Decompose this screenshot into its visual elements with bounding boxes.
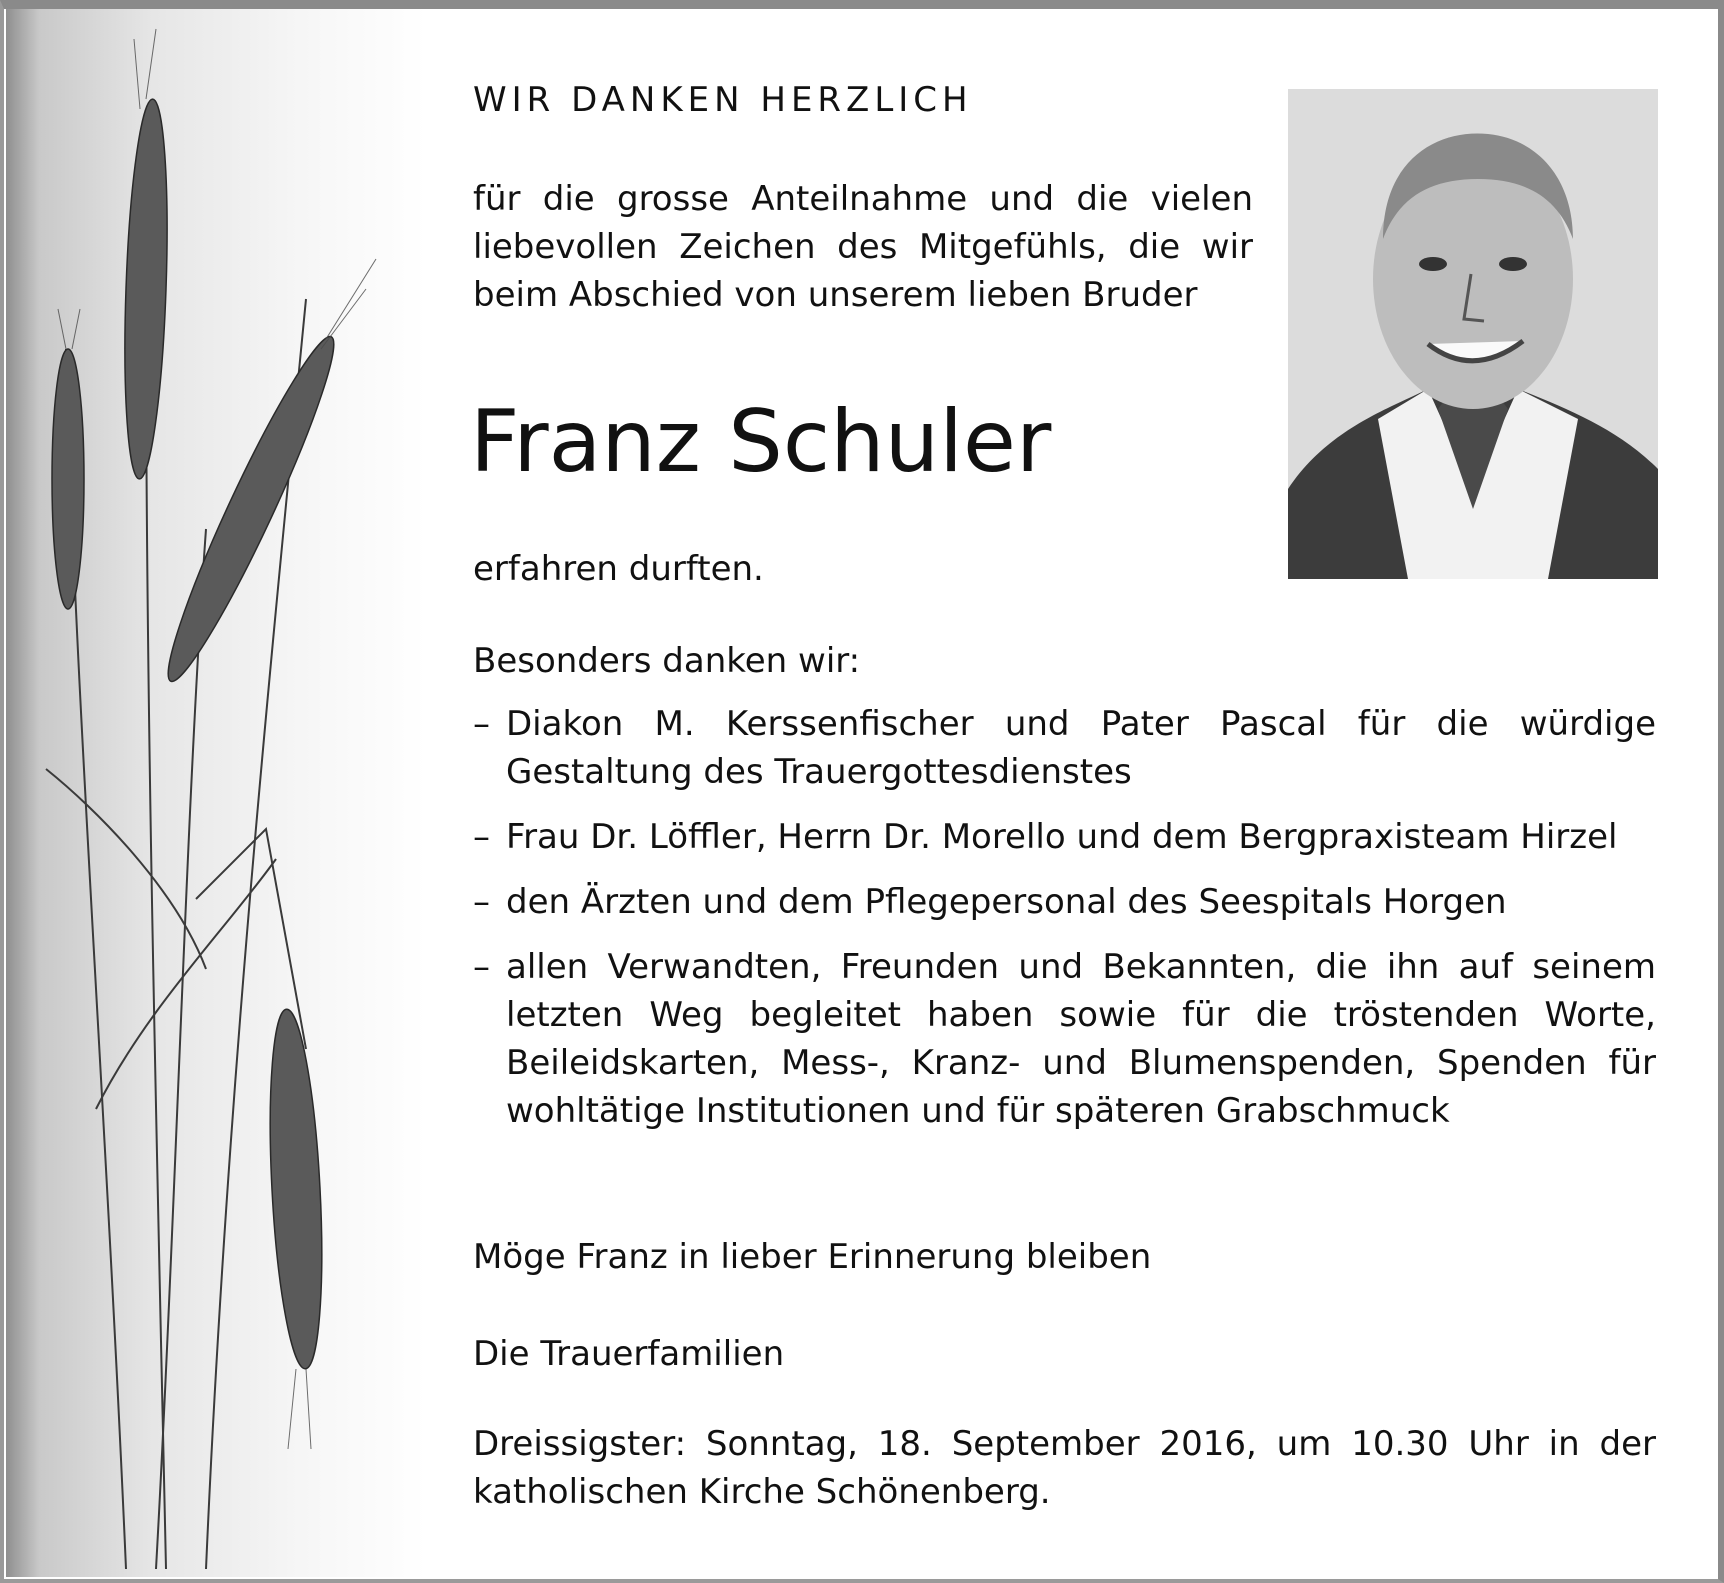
after-name-text: erfahren durften.: [473, 549, 764, 589]
thanks-list: [473, 700, 1656, 1152]
list-item: [473, 813, 1656, 861]
list-item-text: den Ärzten und dem Pflegepersonal des Seespitals Horgen: [506, 882, 1507, 922]
intro-line: beim Abschied von unserem lieben Bruder: [473, 275, 1198, 315]
list-item-text: Frau Dr. Löffler, Herrn Dr. Morello und dem Bergpraxisteam Hirzel: [506, 817, 1618, 857]
portrait-photo: [1288, 89, 1658, 579]
service-notice: Dreissigster: Sonntag, 18. September 2016, um 10.30 Uhr in der katholischen Kirche Schönenberg.: [473, 1424, 1656, 1512]
deceased-name: Franz Schuler: [470, 392, 1052, 492]
wheat-illustration: [6, 9, 426, 1577]
thank-you-heading: WIR DANKEN HERZLICH: [473, 80, 973, 120]
thanks-heading: Besonders danken wir:: [473, 641, 861, 681]
list-dash: –: [473, 817, 490, 857]
list-item: [473, 700, 1656, 796]
intro-paragraph: [473, 175, 1253, 319]
signature-line: Die Trauerfamilien: [473, 1334, 785, 1374]
list-dash: –: [473, 882, 490, 922]
intro-line: für die grosse Anteilnahme und die vielen: [473, 179, 1253, 219]
list-dash: –: [473, 947, 490, 987]
list-item-text: allen Verwandten, Freunden und Bekannten, die ihn auf seinem letzten Weg begleitet haben sowie für die tröstenden Worte, Beileidskarten, Mess-, Kranz- und Blumenspenden, Spenden für wohltätige Institutionen und für späteren Grabschmuck: [506, 947, 1656, 1131]
list-dash: –: [473, 704, 490, 744]
list-item: [473, 878, 1656, 926]
list-item: [473, 943, 1656, 1135]
intro-line: liebevollen Zeichen des Mitgefühls, die wir: [473, 227, 1253, 267]
memory-line: Möge Franz in lieber Erinnerung bleiben: [473, 1237, 1152, 1277]
list-item-text: Diakon M. Kerssenfischer und Pater Pascal für die würdige Gestaltung des Trauergottesdienstes: [506, 704, 1656, 792]
